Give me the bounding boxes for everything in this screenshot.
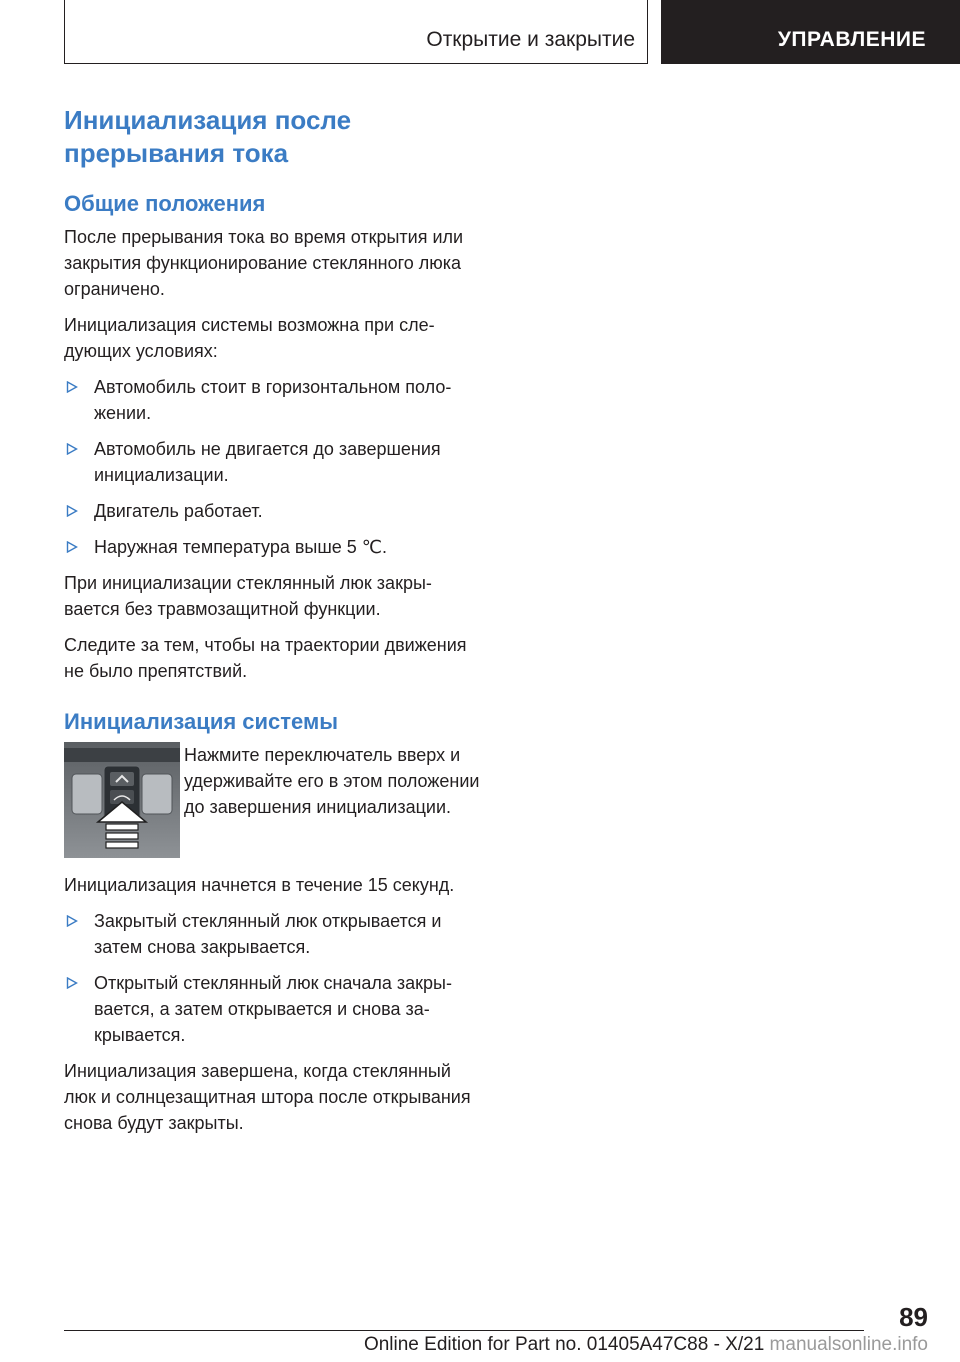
running-header-box [64, 0, 648, 64]
list-item [64, 374, 480, 426]
edition-text: Online Edition for Part no. 01405A47C88 - X/21 [363, 1334, 765, 1355]
list-item-text: Открытый стеклянный люк сначала закрывается, а затем открывается и снова закрывается. [94, 973, 452, 1045]
section-title: Открытие и закрытие [426, 28, 635, 51]
triangle-bullet-icon [66, 977, 78, 989]
page-number: 89 [899, 1302, 928, 1332]
list-item [64, 908, 480, 960]
list-item-text: Закрытый стеклянный люк открывается и затем снова закрывается. [94, 911, 442, 957]
main-heading: Инициализация после прерывания тока [64, 105, 352, 168]
list-item [64, 534, 480, 560]
list-item-text: Автомобиль не двигается до завершения инициализации. [94, 439, 441, 485]
list-item [64, 970, 480, 1048]
results-list [64, 908, 480, 1048]
list-item-text: Наружная температура выше 5 ℃. [94, 537, 388, 557]
general-paragraph-4: Следите за тем, чтобы на траектории движения не было препятствий. [64, 635, 467, 681]
watermark-text: manualsonline.info [769, 1334, 928, 1355]
footer-divider [64, 1330, 864, 1331]
triangle-bullet-icon [66, 443, 78, 455]
figure-caption: Нажмите переключатель вверх и удерживайте его в этом положении до завершения инициализации. [184, 745, 480, 817]
system-heading: Инициализация системы [64, 709, 339, 734]
list-item-text: Двигатель работает. [94, 501, 263, 521]
list-item-text: Автомобиль стоит в горизонтальном положении. [94, 377, 452, 423]
footer-edition [364, 1334, 928, 1356]
chapter-title: УПРАВЛЕНИЕ [777, 28, 926, 51]
roof-switch-photo-icon [64, 742, 180, 858]
list-item [64, 498, 480, 524]
general-heading: Общие положения [64, 191, 266, 216]
switch-figure-row [64, 742, 480, 858]
system-paragraph-2: Инициализация завершена, когда стеклянный люк и солнцезащитная штора после открывания снова будут закрыты. [64, 1061, 471, 1133]
triangle-bullet-icon [66, 541, 78, 553]
general-paragraph-3: При инициализации стеклянный люк закрывается без травмозащитной функции. [64, 573, 432, 619]
list-item [64, 436, 480, 488]
triangle-bullet-icon [66, 915, 78, 927]
general-paragraph-1: После прерывания тока во время открытия или закрытия функционирование стеклянного люка ограничено. [64, 227, 464, 299]
general-paragraph-2: Инициализация системы возможна при следующих условиях: [64, 315, 435, 361]
system-paragraph-1: Инициализация начнется в течение 15 секунд. [64, 875, 455, 895]
triangle-bullet-icon [66, 505, 78, 517]
chapter-tab [661, 0, 960, 64]
conditions-list [64, 374, 480, 560]
triangle-bullet-icon [66, 381, 78, 393]
content-column [64, 104, 480, 1146]
